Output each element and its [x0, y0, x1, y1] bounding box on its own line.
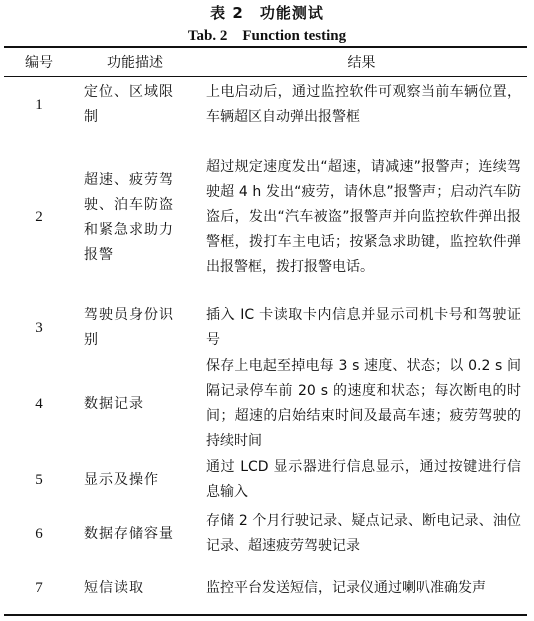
row-result: 监控平台发送短信，记录仪通过喇叭准确发声 — [206, 579, 486, 596]
row-number: 6 — [35, 525, 43, 542]
table-row — [4, 354, 527, 454]
header-result: 结果 — [196, 47, 527, 77]
row-function-description: 超速、疲劳驾驶、泊车防盗和紧急求助力报警 — [84, 171, 174, 263]
row-number: 1 — [35, 96, 43, 113]
table-caption-chinese: 表 2 功能测试 — [210, 4, 324, 22]
table-row — [4, 506, 527, 562]
table-row — [4, 302, 527, 354]
row-number: 3 — [35, 319, 43, 336]
row-function-description: 定位、区域限制 — [84, 84, 174, 125]
row-number: 2 — [35, 209, 43, 225]
function-testing-table — [4, 46, 527, 616]
header-number: 编号 — [4, 47, 74, 77]
row-number: 7 — [35, 579, 43, 596]
row-result: 保存上电起至掉电每 3 s 速度、状态；以 0.2 s 间隔记录停车前 20 s 的速度和状态；每次断电的时间；超速的启始结束时间及最高车速；疲劳驾驶的持续时间 — [206, 358, 521, 449]
table-header-row — [4, 47, 527, 77]
row-result: 通过 LCD 显示器进行信息显示，通过按键进行信息输入 — [206, 459, 521, 500]
row-function-description: 数据记录 — [84, 395, 144, 412]
table-row — [4, 133, 527, 302]
row-number: 4 — [35, 395, 43, 412]
table-caption-english: Tab. 2 Function testing — [187, 28, 347, 44]
row-result: 存储 2 个月行驶记录、疑点记录、断电记录、油位记录、超速疲劳驾驶记录 — [206, 513, 521, 554]
row-result: 插入 IC 卡读取卡内信息并显示司机卡号和驾驶证号 — [206, 307, 521, 348]
row-function-description: 显示及操作 — [84, 471, 159, 488]
table-row — [4, 454, 527, 506]
table-row — [4, 562, 527, 615]
row-function-description: 数据存储容量 — [84, 525, 174, 542]
row-result: 上电启动后，通过监控软件可观察当前车辆位置，车辆超区自动弹出报警框 — [206, 84, 521, 125]
table-row — [4, 77, 527, 134]
row-function-description: 驾驶员身份识别 — [84, 307, 174, 348]
header-function-description: 功能描述 — [74, 47, 196, 77]
row-function-description: 短信读取 — [84, 579, 144, 596]
row-number: 5 — [35, 471, 43, 488]
row-result: 超过规定速度发出“超速，请减速”报警声；连续驾驶超 4 h 发出“疲劳，请休息”报警声；启动汽车防盗后，发出“汽车被盗”报警声并向监控软件弹出报警框，拨打车主电话；按紧急求助键，监控软件弹出报警框，拨打报警电话。 — [206, 159, 521, 275]
